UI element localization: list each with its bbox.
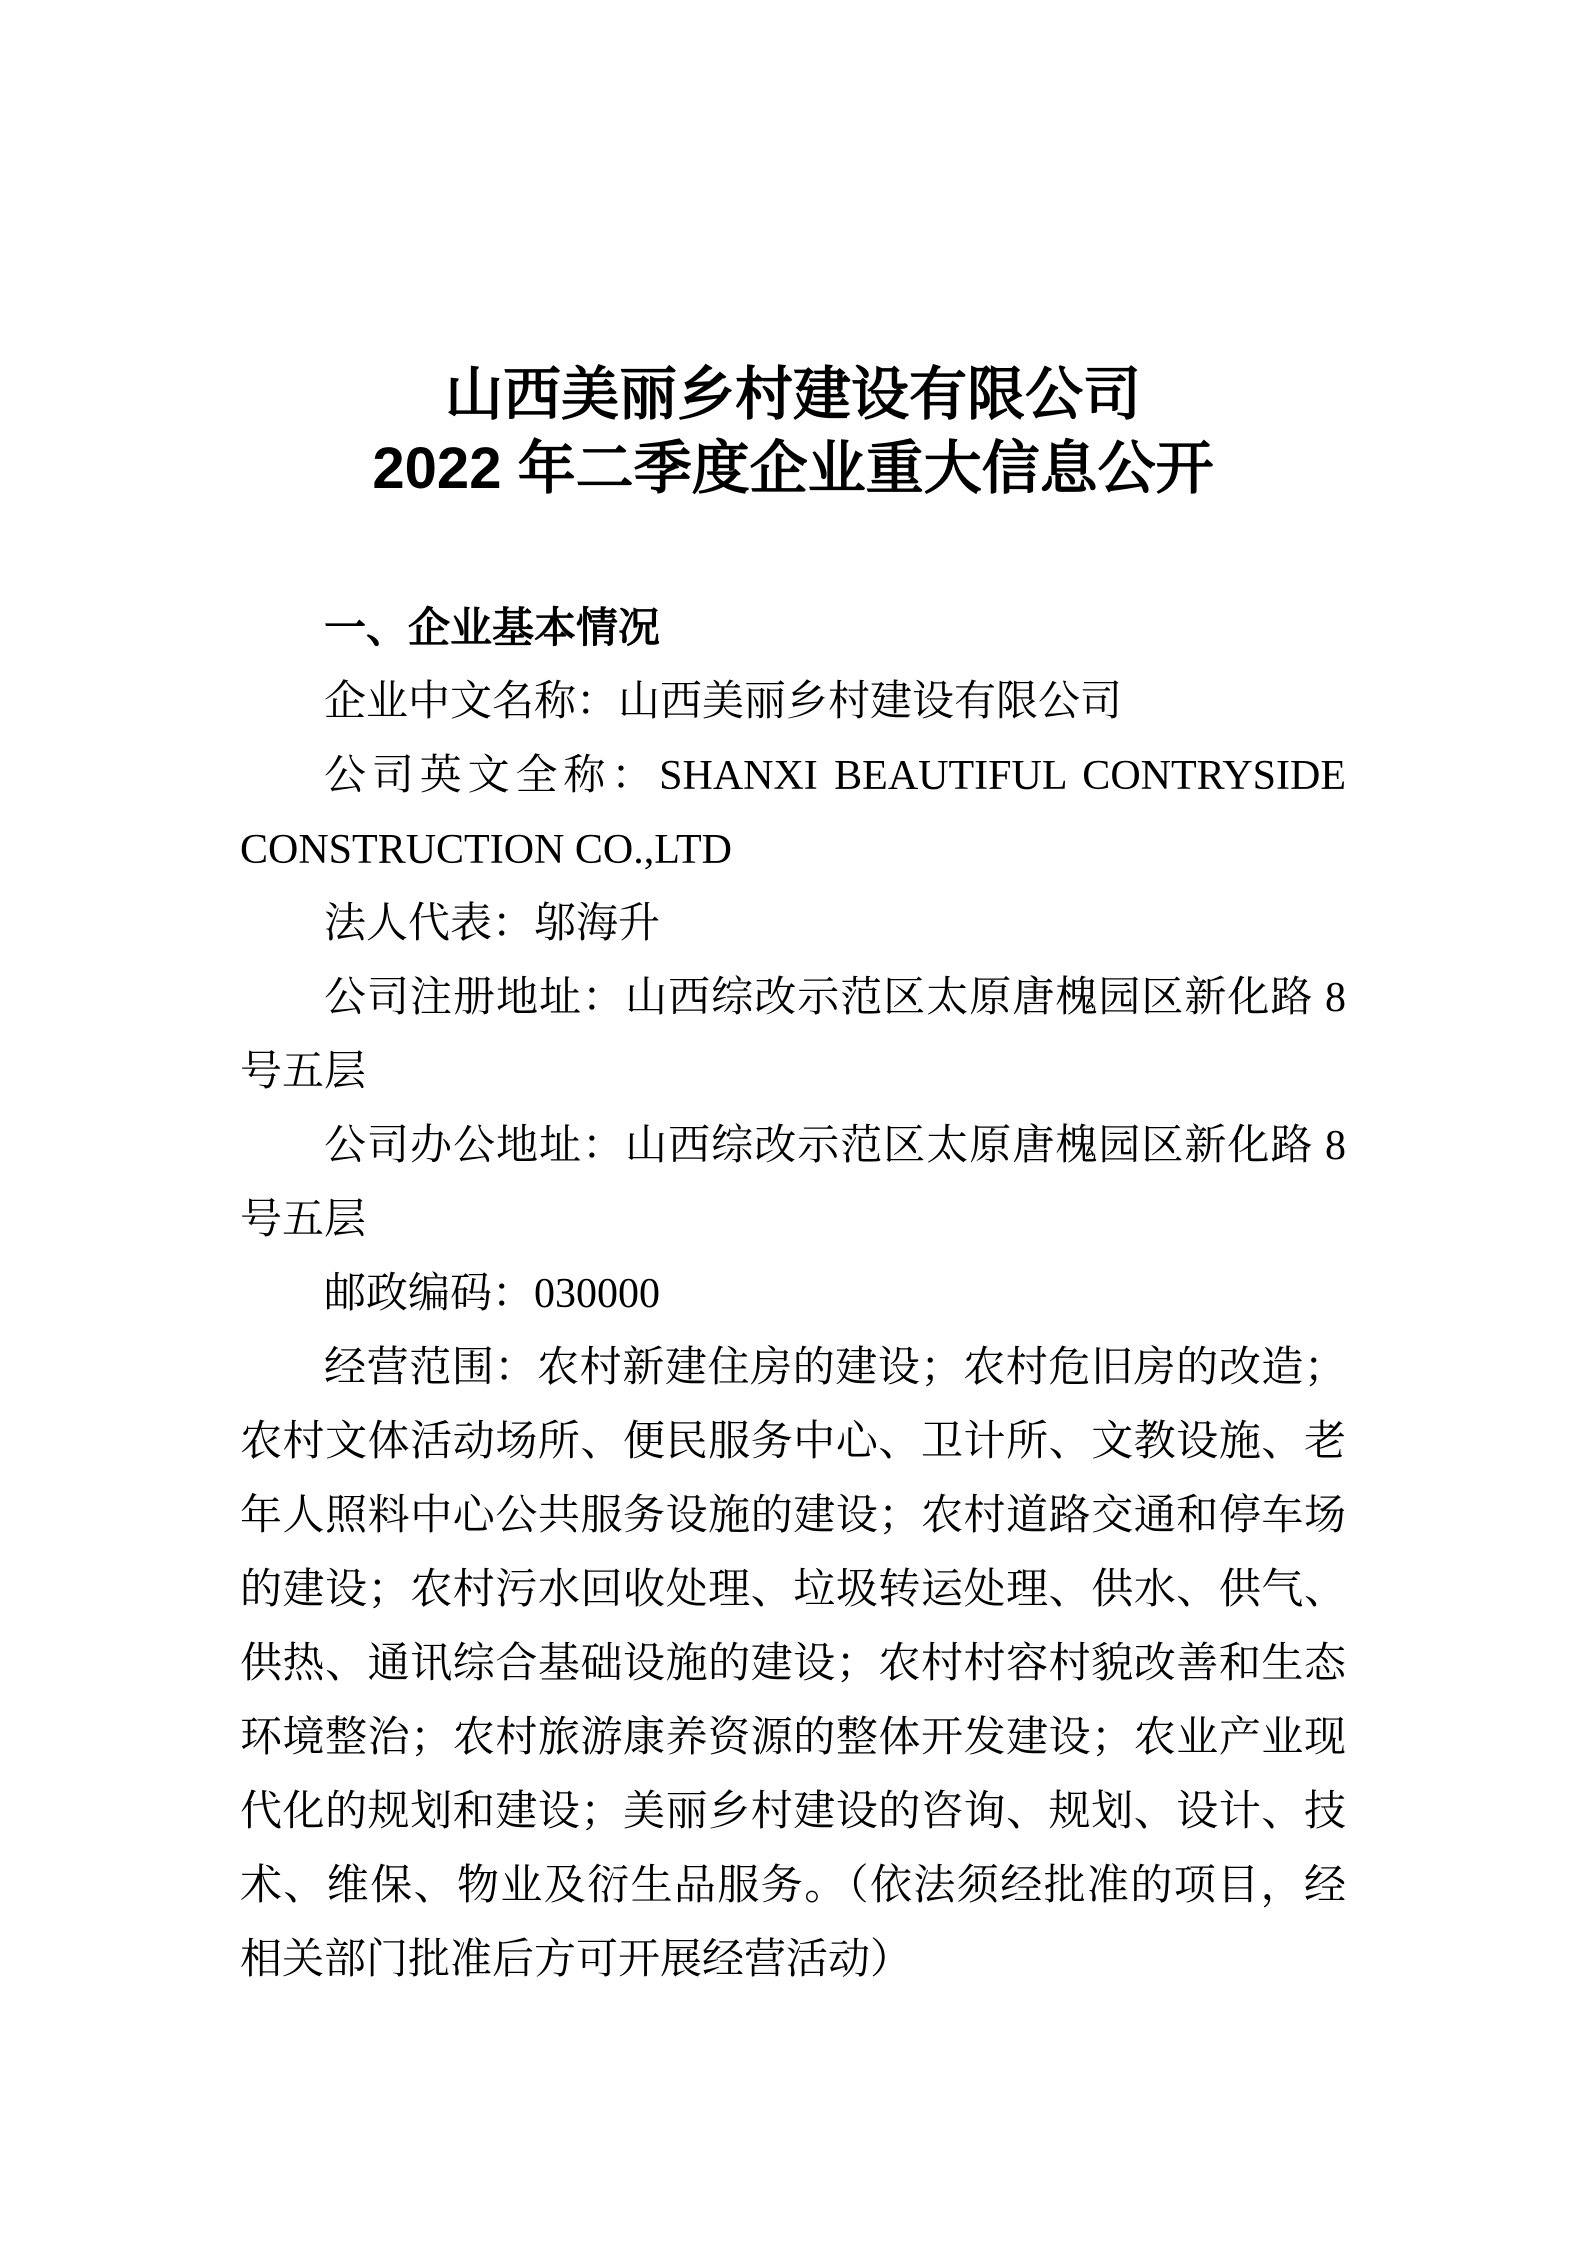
paragraph-company-en-name bbox=[240, 739, 1346, 887]
paragraph-business-scope bbox=[240, 1331, 1346, 1997]
section-heading: 一、企业基本情况 bbox=[324, 604, 661, 651]
text-line: CONSTRUCTION CO.,LTD bbox=[240, 827, 732, 873]
text-line: 法人代表：邬海升 bbox=[324, 901, 661, 947]
text-line: 企业中文名称：山西美丽乡村建设有限公司 bbox=[324, 679, 1123, 725]
text-line: 号五层 bbox=[240, 1197, 367, 1243]
text-line: 代化的规划和建设；美丽乡村建设的咨询、规划、设计、技 bbox=[240, 1789, 1346, 1835]
text-line: 公司英文全称：SHANXI BEAUTIFUL CONTRYSIDE bbox=[324, 753, 1346, 799]
paragraph-company-cn-name bbox=[240, 665, 1346, 739]
text-line: 号五层 bbox=[240, 1049, 367, 1095]
text-line: 邮政编码：030000 bbox=[324, 1271, 661, 1317]
document-title-line1: 山西美丽乡村建设有限公司 bbox=[444, 362, 1141, 427]
paragraph-registered-address bbox=[240, 961, 1346, 1109]
text-line: 的建设；农村污水回收处理、垃圾转运处理、供水、供气、 bbox=[240, 1567, 1346, 1613]
text-line: 供热、通讯综合基础设施的建设；农村村容村貌改善和生态 bbox=[240, 1641, 1346, 1687]
text-line: 公司办公地址：山西综改示范区太原唐槐园区新化路 8 bbox=[324, 1123, 1346, 1169]
paragraph-postal-code bbox=[240, 1257, 1346, 1331]
text-line: 经营范围：农村新建住房的建设；农村危旧房的改造； bbox=[324, 1345, 1346, 1391]
paragraph-legal-representative bbox=[240, 887, 1346, 961]
text-line: 年人照料中心公共服务设施的建设；农村道路交通和停车场 bbox=[240, 1493, 1346, 1539]
document-title-line2: 2022 年二季度企业重大信息公开 bbox=[372, 436, 1214, 501]
text-line: 农村文体活动场所、便民服务中心、卫计所、文教设施、老 bbox=[240, 1419, 1346, 1465]
text-line: 环境整治；农村旅游康养资源的整体开发建设；农业产业现 bbox=[240, 1715, 1346, 1761]
paragraph-office-address bbox=[240, 1109, 1346, 1257]
text-line: 公司注册地址：山西综改示范区太原唐槐园区新化路 8 bbox=[324, 975, 1346, 1021]
text-line: 相关部门批准后方可开展经营活动） bbox=[240, 1937, 913, 1983]
text-line: 术、维保、物业及衍生品服务。（依法须经批准的项目，经 bbox=[240, 1863, 1346, 1909]
